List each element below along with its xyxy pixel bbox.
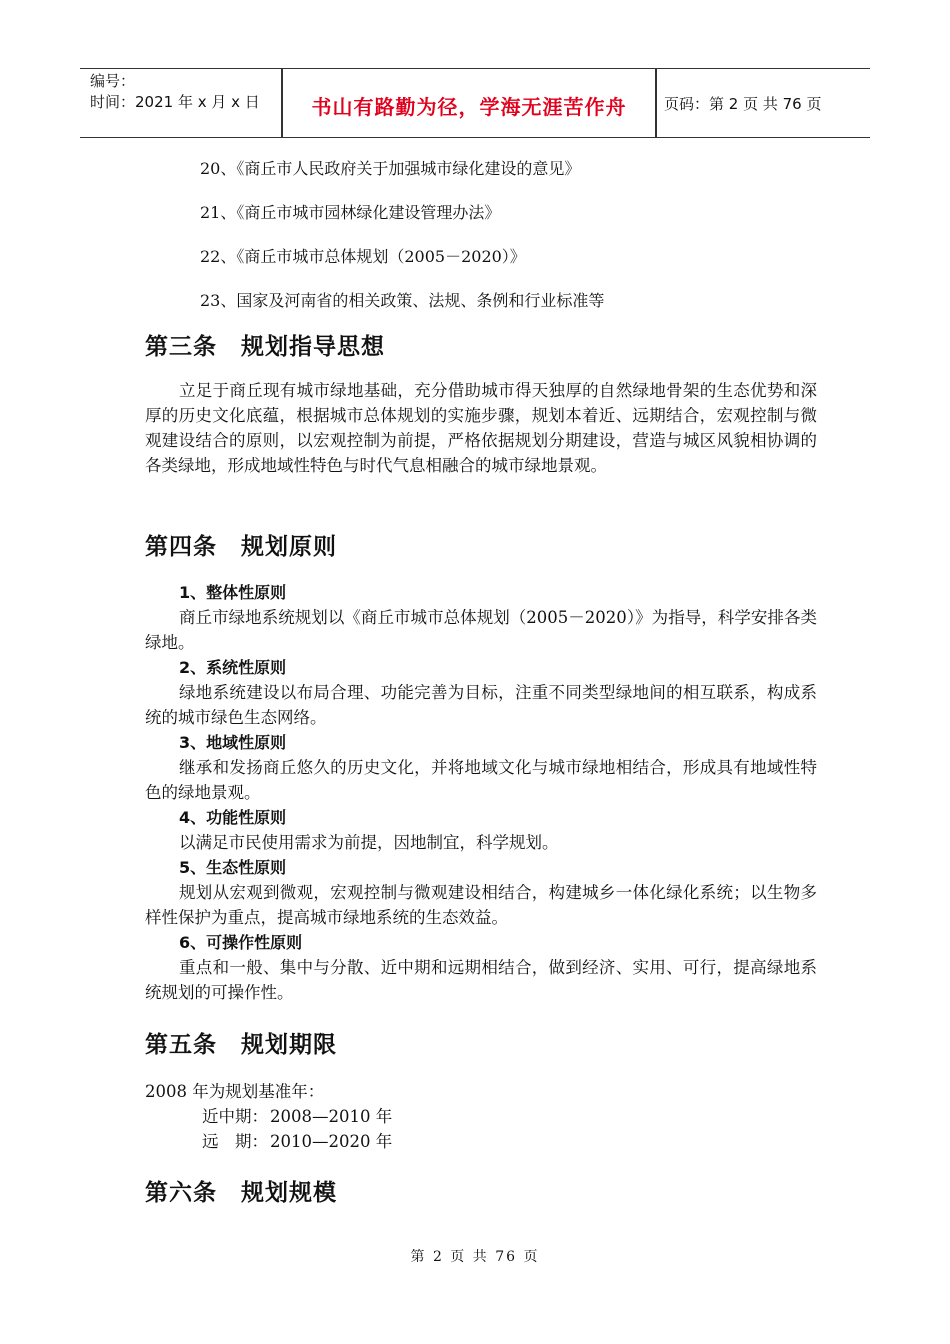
- principle-list: [145, 580, 817, 1005]
- section-heading-4: 第四条 规划原则: [145, 534, 337, 560]
- reference-item: 22、《商丘市城市总体规划（2005－2020）》: [200, 247, 526, 266]
- period-intro: 2008 年为规划基准年：: [145, 1082, 325, 1101]
- period-far-value: 2010—2020 年: [270, 1132, 393, 1151]
- section-heading-3: 第三条 规划指导思想: [145, 334, 385, 360]
- header-divider: [655, 69, 657, 137]
- period-near: [202, 1103, 392, 1127]
- reference-item: 21、《商丘市城市园林绿化建设管理办法》: [200, 203, 501, 222]
- header-number: 编号：: [90, 72, 136, 90]
- principle-body: 绿地系统建设以布局合理、功能完善为目标，注重不同类型绿地间的相互联系，构成系统的城市绿色生态网络。: [145, 683, 817, 727]
- principle-body: 以满足市民使用需求为前提，因地制宜，科学规划。: [179, 833, 559, 852]
- principle-body: 重点和一般、集中与分散、近中期和远期相结合，做到经济、实用、可行，提高绿地系统规划的可操作性。: [145, 958, 817, 1002]
- period-far: [202, 1128, 392, 1152]
- period-far-label: 远 期：: [202, 1132, 268, 1151]
- principle-title: 4、功能性原则: [179, 808, 287, 827]
- section-heading-6: 第六条 规划规模: [145, 1180, 337, 1206]
- period-near-label: 近中期：: [202, 1107, 268, 1126]
- section-heading-5: 第五条 规划期限: [145, 1032, 337, 1058]
- header-time: 时间：2021 年 x 月 x 日: [90, 93, 260, 111]
- header-motto: 书山有路勤为径，学海无涯苦作舟: [311, 95, 627, 119]
- page-header: [80, 68, 870, 138]
- reference-item: 20、《商丘市人民政府关于加强城市绿化建设的意见》: [200, 159, 581, 178]
- principle-title: 2、系统性原则: [179, 658, 287, 677]
- principle-body: 规划从宏观到微观，宏观控制与微观建设相结合，构建城乡一体化绿化系统；以生物多样性保护为重点，提高城市绿地系统的生态效益。: [145, 883, 817, 927]
- page-footer: 第 2 页 共 76 页: [410, 1249, 540, 1265]
- section-3-body: 立足于商丘现有城市绿地基础，充分借助城市得天独厚的自然绿地骨架的生态优势和深厚的历史文化底蕴，根据城市总体规划的实施步骤，规划本着近、远期结合，宏观控制与微观建设结合的原则，以宏观控制为前提，严格依据规划分期建设，营造与城区风貌相协调的各类绿地，形成地域性特色与时代气息相融合的城市绿地景观。: [145, 381, 817, 475]
- principle-title: 6、可操作性原则: [179, 933, 303, 952]
- period-near-value: 2008—2010 年: [270, 1107, 393, 1126]
- principle-body: 商丘市绿地系统规划以《商丘市城市总体规划（2005－2020）》为指导，科学安排各类绿地。: [145, 608, 817, 652]
- principle-title: 1、整体性原则: [179, 583, 287, 602]
- reference-list: [200, 158, 604, 312]
- principle-title: 5、生态性原则: [179, 858, 287, 877]
- header-meta: [90, 71, 280, 113]
- principle-body: 继承和发扬商丘悠久的历史文化，并将地域文化与城市绿地相结合，形成具有地域性特色的绿地景观。: [145, 758, 817, 802]
- reference-item: 23、国家及河南省的相关政策、法规、条例和行业标准等: [200, 291, 605, 310]
- header-page-number: 页码：第 2 页 共 76 页: [664, 95, 822, 113]
- principle-title: 3、地域性原则: [179, 733, 287, 752]
